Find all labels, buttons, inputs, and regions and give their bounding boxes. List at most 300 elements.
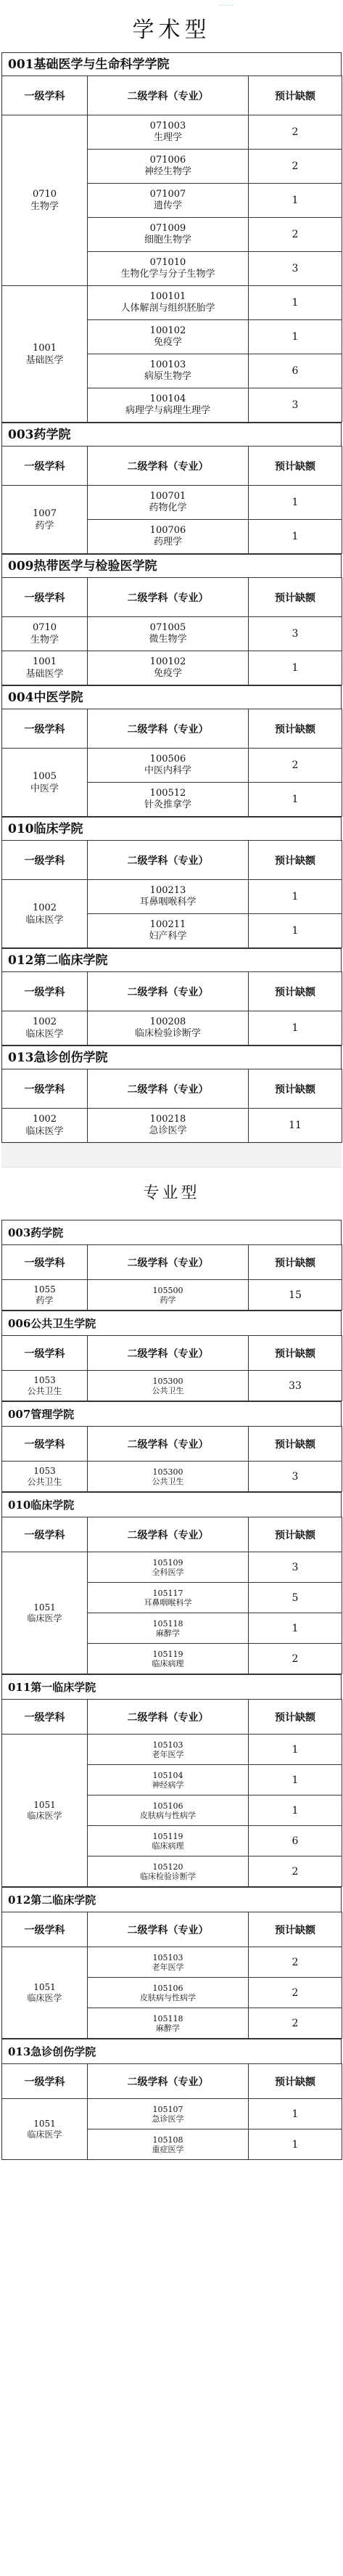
header-second-subject: 二级学科（专业） [88,1427,249,1462]
first-subject-code: 1005 [32,770,57,782]
quota-cell: 1 [249,1765,342,1796]
header-second-subject: 二级学科（专业） [88,578,249,617]
header-second-subject: 二级学科（专业） [88,1245,249,1280]
quota-cell: 3 [249,252,342,286]
second-subject-cell [88,1978,249,2008]
first-subject-name: 临床医学 [25,1126,64,1137]
first-subject-name: 生物学 [30,635,59,645]
quota-cell: 2 [249,150,342,184]
second-subject-cell [88,651,249,685]
school-heading: 004中医学院 [1,685,342,709]
school-heading: 013急诊创伤学院 [1,1046,342,1069]
second-subject-name: 重症医学 [152,2144,184,2154]
second-subject-code: 100103 [149,359,186,370]
table-header-row [2,1245,342,1280]
first-subject-name: 药学 [36,1295,54,1305]
second-subject-code: 105103 [152,1740,183,1750]
quota-table [1,709,342,817]
table-row [2,1947,342,1978]
header-quota: 预计缺额 [249,1336,342,1371]
second-subject-name: 耳鼻咽喉科学 [144,1597,192,1607]
second-subject-code: 105104 [152,1770,183,1780]
second-subject-name: 临床检验诊断学 [140,1871,196,1881]
second-subject-code: 100512 [149,788,186,799]
second-subject-code: 105103 [152,1952,183,1962]
first-subject-cell [2,486,88,554]
second-subject-name: 耳鼻咽喉科学 [139,897,197,908]
second-subject-cell [88,1552,249,1583]
second-subject-name: 细胞生物学 [144,235,191,245]
school-heading: 003药学院 [1,1220,342,1244]
second-subject-code: 105120 [152,1862,183,1872]
second-subject-name: 公共卫生 [152,1476,184,1486]
header-first-subject: 一级学科 [2,76,88,115]
second-subject-cell [88,1826,249,1856]
table-row [2,749,342,783]
second-subject-name: 药物化学 [149,502,187,513]
first-subject-code: 1053 [33,1465,56,1476]
first-subject-cell [2,1462,88,1492]
second-subject-code: 105300 [152,1376,183,1386]
quota-table [1,1517,342,1674]
header-first-subject: 一级学科 [2,447,88,486]
first-subject-cell [2,1109,88,1143]
header-quota: 预计缺额 [249,578,342,617]
second-subject-cell [88,1765,249,1796]
header-first-subject: 一级学科 [2,709,88,749]
second-subject-cell [88,115,249,150]
header-quota: 预计缺额 [249,2064,342,2099]
quota-cell: 2 [249,1856,342,1887]
first-subject-code: 1007 [32,508,57,519]
first-subject-cell [2,286,88,423]
school-heading: 012第二临床学院 [1,1887,342,1912]
second-subject-code: 100102 [149,656,186,667]
second-subject-cell [88,617,249,651]
first-subject-name: 临床医学 [27,2129,62,2140]
table-header-row [2,1517,342,1552]
quota-table [1,577,342,685]
second-subject-cell [88,150,249,184]
header-second-subject: 二级学科（专业） [88,1069,249,1109]
school-heading: 011第一临床学院 [1,1674,342,1699]
second-subject-code: 105106 [152,1801,183,1811]
second-subject-cell [88,1109,249,1143]
second-subject-code: 105118 [152,1618,183,1629]
second-subject-cell [88,2129,249,2160]
header-quota: 预计缺额 [249,1069,342,1109]
second-subject-code: 105119 [152,1649,183,1659]
quota-cell: 1 [249,2129,342,2160]
page-tail [1,2160,342,2169]
second-subject-code: 105119 [152,1831,183,1841]
quota-cell: 1 [249,184,342,218]
second-subject-code: 071010 [149,257,186,268]
first-subject-cell [2,1371,88,1401]
header-quota: 预计缺额 [249,76,342,115]
first-subject-code: 1001 [32,342,57,354]
first-subject-cell [2,2099,88,2160]
second-subject-name: 微生物学 [149,634,187,645]
second-subject-cell [88,520,249,554]
header-second-subject: 二级学科（专业） [88,1336,249,1371]
second-subject-code: 071006 [149,155,186,166]
second-subject-name: 针灸推拿学 [144,799,191,810]
table-row [2,1462,342,1492]
school-heading: 012第二临床学院 [1,948,342,971]
second-subject-name: 病原生物学 [144,371,191,382]
table-header-row [2,578,342,617]
second-subject-cell [88,218,249,252]
school-heading: 007管理学院 [1,1401,342,1426]
table-row [2,1011,342,1046]
section-divider [1,1143,342,1167]
quota-cell: 1 [249,1796,342,1826]
quota-table [1,1069,342,1143]
second-subject-name: 全科医学 [152,1567,184,1577]
first-subject-cell [2,1552,88,1674]
second-subject-cell [88,914,249,948]
second-subject-name: 老年医学 [152,1749,184,1759]
second-subject-cell [88,252,249,286]
header-quota: 预计缺额 [249,972,342,1011]
quota-table [1,1335,342,1401]
header-quota: 预计缺额 [249,1912,342,1947]
second-subject-name: 公共卫生 [152,1385,184,1395]
second-subject-code: 105108 [152,2135,183,2145]
second-subject-cell [88,749,249,783]
second-subject-cell [88,286,249,320]
second-subject-code: 071005 [149,622,186,633]
second-subject-code: 071007 [149,189,186,200]
academic-title: 学术型 [132,17,211,43]
first-subject-name: 临床医学 [27,1992,62,2003]
header-second-subject: 二级学科（专业） [88,841,249,880]
first-subject-code: 1055 [33,1284,56,1295]
second-subject-code: 100104 [149,394,186,404]
quota-table [1,446,342,554]
table-row [2,1552,342,1583]
second-subject-cell [88,1735,249,1765]
second-subject-code: 105106 [152,1983,183,1993]
first-subject-name: 公共卫生 [27,1385,62,1396]
professional-title: 专业型 [143,1184,200,1202]
quota-cell: 2 [249,115,342,150]
first-subject-name: 公共卫生 [27,1476,62,1487]
second-subject-code: 100102 [149,325,186,336]
header-second-subject: 二级学科（专业） [88,76,249,115]
first-subject-name: 基础医学 [25,669,64,680]
table-row [2,1371,342,1401]
first-subject-code: 1051 [33,1602,56,1613]
table-header-row [2,1700,342,1735]
header-first-subject: 一级学科 [2,1245,88,1280]
first-subject-name: 基础医学 [25,354,64,366]
second-subject-cell [88,880,249,914]
table-row [2,2099,342,2129]
school-heading: 009热带医学与检验医学院 [1,554,342,577]
table-row [2,115,342,150]
table-header-row [2,1069,342,1109]
quota-table [1,2063,342,2160]
quota-table [1,1912,342,2039]
second-subject-cell [88,1280,249,1311]
table-row [2,486,342,520]
first-subject-cell [2,1011,88,1046]
first-subject-name: 临床医学 [27,1613,62,1623]
second-subject-cell [88,1644,249,1674]
quota-cell: 2 [249,1978,342,2008]
quota-table [1,1244,342,1311]
first-subject-cell [2,1735,88,1887]
quota-cell: 1 [249,520,342,554]
header-second-subject: 二级学科（专业） [88,1517,249,1552]
first-subject-code: 1002 [32,902,57,913]
second-subject-cell [88,184,249,218]
table-header-row [2,1336,342,1371]
second-subject-cell [88,1856,249,1887]
school-heading: 003药学院 [1,423,342,446]
school-heading: 013急诊创伤学院 [1,2039,342,2063]
header-quota: 预计缺额 [249,709,342,749]
table-row [2,1735,342,1765]
table-header-row [2,1427,342,1462]
second-subject-name: 急诊医学 [152,2114,184,2124]
first-subject-cell [2,651,88,685]
second-subject-name: 神经生物学 [144,166,191,177]
quota-cell: 2 [249,218,342,252]
first-subject-name: 中医学 [30,783,59,794]
quota-cell: 15 [249,1280,342,1311]
header-quota: 预计缺额 [249,1700,342,1735]
first-subject-cell [2,1947,88,2039]
header-quota: 预计缺额 [249,1517,342,1552]
quota-cell: 1 [249,783,342,817]
second-subject-code: 071009 [149,223,186,234]
table-header-row [2,2064,342,2099]
second-subject-cell [88,1613,249,1644]
second-subject-code: 105118 [152,2013,183,2023]
first-subject-name: 临床医学 [25,1029,64,1040]
second-subject-code: 100101 [149,291,186,302]
second-subject-name: 生物化学与分子生物学 [120,269,215,280]
quota-table [1,1426,342,1492]
first-subject-code: 1002 [32,1114,57,1125]
header-first-subject: 一级学科 [2,841,88,880]
quota-cell: 3 [249,617,342,651]
second-subject-name: 皮肤病与性病学 [140,1810,196,1820]
academic-section [1,52,342,1143]
second-subject-name: 免疫学 [153,668,182,679]
table-row [2,1280,342,1311]
second-subject-cell [88,1462,249,1492]
table-header-row [2,1912,342,1947]
professional-section [1,1220,342,2160]
second-subject-cell [88,1011,249,1046]
table-row [2,880,342,914]
second-subject-cell [88,783,249,817]
first-subject-code: 0710 [32,189,57,200]
header-second-subject: 二级学科（专业） [88,972,249,1011]
second-subject-name: 急诊医学 [149,1125,187,1136]
quota-cell: 1 [249,914,342,948]
second-subject-cell [88,2008,249,2039]
second-subject-cell [88,1583,249,1613]
quota-cell: 1 [249,1011,342,1046]
table-row [2,617,342,651]
quota-cell: 1 [249,286,342,320]
second-subject-cell [88,2099,249,2129]
second-subject-name: 遗传学 [153,200,182,211]
second-subject-code: 100208 [149,1016,186,1027]
first-subject-name: 临床医学 [25,914,64,926]
second-subject-cell [88,486,249,520]
second-subject-name: 临床病理 [152,1658,184,1668]
second-subject-name: 人体解剖与组织胚胎学 [120,303,215,314]
quota-cell: 1 [249,1735,342,1765]
first-subject-cell [2,115,88,286]
quota-cell: 1 [249,2099,342,2129]
second-subject-name: 生理学 [153,132,182,143]
quota-cell: 2 [249,1947,342,1978]
first-subject-code: 1053 [33,1374,56,1385]
second-subject-code: 100706 [149,525,186,536]
table-header-row [2,841,342,880]
first-subject-code: 1002 [32,1016,57,1027]
first-subject-code: 1001 [32,656,57,667]
header-first-subject: 一级学科 [2,578,88,617]
second-subject-cell [88,1371,249,1401]
second-subject-code: 100218 [149,1114,186,1125]
quota-cell: 3 [249,388,342,423]
header-first-subject: 一级学科 [2,1336,88,1371]
quota-cell: 2 [249,1644,342,1674]
second-subject-name: 麻醉学 [156,2023,180,2033]
top-strip-text: …… [219,0,234,8]
quota-cell: 1 [249,1613,342,1644]
first-subject-cell [2,617,88,651]
table-header-row [2,76,342,115]
table-row [2,286,342,320]
second-subject-name: 麻醉学 [156,1628,180,1638]
header-first-subject: 一级学科 [2,1700,88,1735]
second-subject-code: 100506 [149,754,186,765]
first-subject-name: 药学 [35,520,54,531]
header-second-subject: 二级学科（专业） [88,2064,249,2099]
second-subject-code: 105117 [152,1588,183,1598]
second-subject-name: 中医内科学 [144,765,191,776]
first-subject-code: 1051 [33,2118,56,2129]
quota-table [1,840,342,948]
top-strip [1,0,342,15]
header-first-subject: 一级学科 [2,2064,88,2099]
header-quota: 预计缺额 [249,447,342,486]
quota-table [1,971,342,1046]
second-subject-cell [88,388,249,423]
quota-cell: 2 [249,749,342,783]
second-subject-code: 105500 [152,1285,183,1295]
first-subject-code: 1051 [33,1981,56,1992]
table-header-row [2,447,342,486]
header-second-subject: 二级学科（专业） [88,1700,249,1735]
header-quota: 预计缺额 [249,1427,342,1462]
first-subject-name: 生物学 [30,201,59,212]
first-subject-cell [2,880,88,948]
quota-cell: 1 [249,880,342,914]
second-subject-code: 100701 [149,491,186,502]
quota-cell: 11 [249,1109,342,1143]
second-subject-code: 105107 [152,2104,183,2114]
first-subject-name: 临床医学 [27,1810,62,1821]
second-subject-code: 105109 [152,1557,183,1568]
header-second-subject: 二级学科（专业） [88,709,249,749]
second-subject-code: 105300 [152,1467,183,1477]
header-first-subject: 一级学科 [2,972,88,1011]
table-header-row [2,972,342,1011]
quota-cell: 1 [249,486,342,520]
quota-cell: 33 [249,1371,342,1401]
header-second-subject: 二级学科（专业） [88,447,249,486]
second-subject-code: 100211 [149,919,186,930]
second-subject-name: 临床病理 [152,1841,184,1851]
second-subject-cell [88,354,249,388]
second-subject-code: 071003 [149,121,186,131]
quota-cell: 3 [249,1462,342,1492]
quota-cell: 6 [249,354,342,388]
second-subject-code: 100213 [149,885,186,896]
quota-table [1,1699,342,1887]
quota-cell: 5 [249,1583,342,1613]
first-subject-code: 1051 [33,1799,56,1810]
second-subject-name: 免疫学 [153,337,182,348]
header-first-subject: 一级学科 [2,1069,88,1109]
second-subject-name: 临床检验诊断学 [134,1028,201,1039]
second-subject-name: 皮肤病与性病学 [140,1992,196,2002]
quota-table [1,76,342,423]
table-row [2,1109,342,1143]
second-subject-cell [88,320,249,354]
second-subject-cell [88,1796,249,1826]
second-subject-name: 病理学与病理生理学 [125,405,210,416]
table-row [2,651,342,685]
second-subject-cell [88,1947,249,1978]
quota-cell: 1 [249,651,342,685]
school-heading: 010临床学院 [1,1492,342,1517]
second-subject-name: 药学 [160,1295,176,1305]
school-heading: 006公共卫生学院 [1,1311,342,1335]
quota-cell: 2 [249,2008,342,2039]
school-heading: 001基础医学与生命科学学院 [1,52,342,76]
school-heading: 010临床学院 [1,817,342,840]
second-subject-name: 药理学 [153,537,182,547]
second-subject-name: 老年医学 [152,1962,184,1972]
first-subject-cell [2,1280,88,1311]
quota-cell: 3 [249,1552,342,1583]
second-subject-name: 神经病学 [152,1780,184,1790]
header-quota: 预计缺额 [249,841,342,880]
first-subject-cell [2,749,88,817]
header-first-subject: 一级学科 [2,1427,88,1462]
header-quota: 预计缺额 [249,1245,342,1280]
first-subject-code: 0710 [32,622,57,633]
header-first-subject: 一级学科 [2,1517,88,1552]
quota-cell: 1 [249,320,342,354]
header-second-subject: 二级学科（专业） [88,1912,249,1947]
second-subject-name: 妇产科学 [149,931,187,942]
quota-cell: 6 [249,1826,342,1856]
header-first-subject: 一级学科 [2,1912,88,1947]
table-header-row [2,709,342,749]
